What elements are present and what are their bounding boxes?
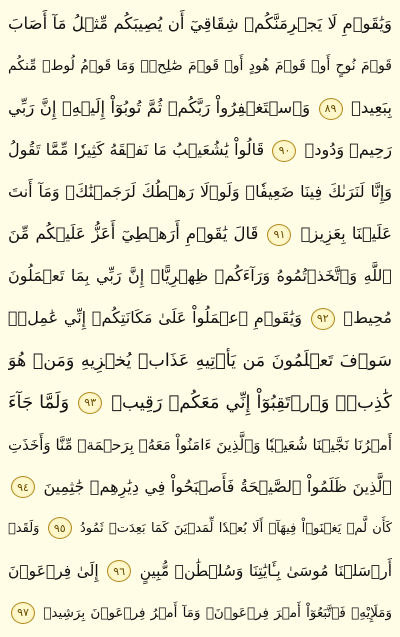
verse-text-segment: عَلَيۡنَا بِعَزِيزٖ [300,224,392,244]
verse-text-segment: ٱللَّهِ وَٱتَّخَذۡتُمُوهُ وَرَآءَكُمۡ ظِهۡرِيًّاۖ إِنَّ رَبِّي بِمَا تَعۡمَلُونَ [8,266,392,286]
verse-text-segment: بِبَعِيدٖ [350,98,392,118]
verse-text-segment: وَٱسۡتَغۡفِرُواْ رَبَّكُمۡ ثُمَّ تُوبُوٓاْ إِلَيۡهِۚ إِنَّ رَبِّي [8,98,311,118]
verse-line [8,425,392,465]
verse-line-text [8,256,392,296]
ayah-number-marker: ٩٥ [48,517,72,539]
verse-line-text [8,383,392,423]
verse-text-segment: إِلَىٰ فِرۡعَوۡنَ [8,561,99,580]
verse-line-text [8,172,392,212]
verse-line-text [8,4,392,44]
verse-line [8,467,392,507]
verse-line [8,593,392,633]
verse-line-text [8,341,392,381]
verse-text-segment: كَٰذِبٞۖ وَٱرۡتَقِبُوٓاْ إِنِّي مَعَكُمۡ رَقِيبٞ [111,391,392,413]
verse-text-segment: وَيَٰقَوۡمِ لَا يَجۡرِمَنَّكُمۡ شِقَاقِيٓ أَن يُصِيبَكُم مِّثۡلُ مَآ أَصَابَ [8,14,392,33]
ayah-number-marker: ٩٧ [11,602,35,624]
verse-text-segment: وَلَمَّا جَآءَ [8,391,70,413]
verse-text-segment: قَالُواْ يَٰشُعَيۡبُ مَا نَفۡقَهُ كَثِيرٗا مِّمَّا تَقُولُ [8,140,265,160]
verse-line [8,383,392,423]
verse-line [8,298,392,338]
ayah-number-marker: ٩٣ [78,392,102,414]
verse-line [8,551,392,591]
verse-lines [8,4,392,633]
verse-line [8,46,392,86]
verse-line-text [8,46,392,86]
verse-line [8,509,392,549]
verse-line-text [8,214,392,254]
verse-line-text [8,88,392,128]
verse-line [8,256,392,296]
verse-text-segment: قَوۡمَ نُوحٍ أَوۡ قَوۡمَ هُودٍ أَوۡ قَوۡمَ صَٰلِحٖۚ وَمَا قَوۡمُ لُوطٖ مِّنكُم [8,58,392,75]
verse-text-segment: رَحِيمٞ وَدُودٞ [304,140,392,160]
ayah-number-marker: ٩٢ [311,308,335,330]
verse-line-text [8,593,392,633]
verse-text-segment: مُحِيطٞ [343,308,392,328]
verse-text-segment: سَوۡفَ تَعۡلَمُونَ مَن يَأۡتِيهِ عَذَابٞ يُخۡزِيهِ وَمَنۡ هُوَ [8,350,392,371]
verse-line-text [8,509,392,549]
verse-line-text [8,130,392,170]
verse-line [8,172,392,212]
verse-text-segment: قَالَ يَٰقَوۡمِ أَرَهۡطِيٓ أَعَزُّ عَلَيۡكُم مِّنَ [8,224,259,244]
verse-line-text [8,467,392,507]
verse-line [8,130,392,170]
verse-text-segment: أَمۡرُنَا نَجَّيۡنَا شُعَيۡبٗا وَٱلَّذِينَ ءَامَنُواْ مَعَهُۥ بِرَحۡمَةٖ مِّنَّا وَأَخَذَتِ [8,435,392,454]
verse-text-segment: وَمَلَإِيْهِۦ فَٱتَّبَعُوٓاْ أَمۡرَ فِرۡعَوۡنَۖ وَمَآ أَمۡرُ فِرۡعَوۡنَ بِرَشِيدٖ [43,604,392,621]
verse-text-segment: ٱلَّذِينَ ظَلَمُواْ ٱلصَّيۡحَةُ فَأَصۡبَحُواْ فِي دِيَٰرِهِمۡ جَٰثِمِينَ [43,476,392,496]
ayah-number-marker: ٨٩ [319,98,343,120]
verse-line-text [8,298,392,338]
verse-line [8,4,392,44]
ayah-number-marker: ٩٤ [11,476,35,498]
verse-line-text [8,551,392,591]
verse-text-segment: أَرۡسَلۡنَا مُوسَىٰ بِـَٔايَٰتِنَا وَسُلۡطَٰنٖ مُّبِينٍ [139,561,392,580]
ayah-number-marker: ٩٦ [107,560,131,582]
ayah-number-marker: ٩١ [267,224,291,246]
verse-line [8,214,392,254]
verse-line-text [8,425,392,465]
verse-text-segment: كَأَن لَّمۡ يَغۡنَوۡاْ فِيهَآۗ أَلَا بُعۡدٗا لِّمَدۡيَنَ كَمَا بَعِدَتۡ ثَمُودُ [80,520,392,536]
verse-text-segment: وَلَقَدۡ [8,520,40,536]
verse-line [8,341,392,381]
verse-text-segment: وَإِنَّا لَنَرَىٰكَ فِينَا ضَعِيفٗاۖ وَلَوۡلَا رَهۡطُكَ لَرَجَمۡنَٰكَۖ وَمَآ أَنتَ [8,182,392,202]
verse-line [8,88,392,128]
ayah-number-marker: ٩٠ [272,140,296,162]
verse-text-segment: وَيَٰقَوۡمِ ٱعۡمَلُواْ عَلَىٰ مَكَانَتِكُمۡ إِنِّي عَٰمِلٞۖ [8,308,302,328]
